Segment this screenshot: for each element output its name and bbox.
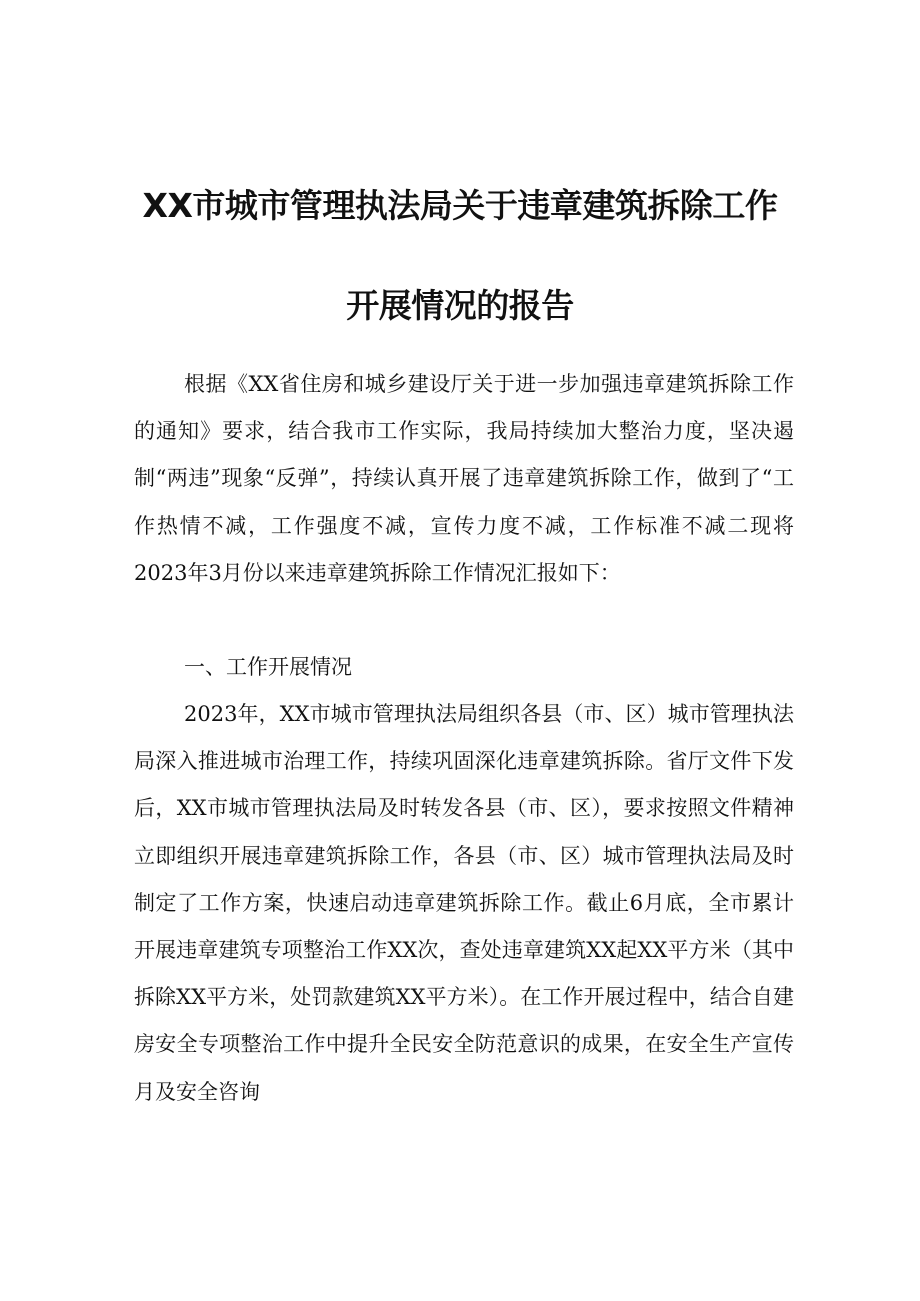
- section-paragraph-text: 2023年，XX市城市管理执法局组织各县（市、区）城市管理执法局深入推进城市治理工作，持续巩固深化违章建筑拆除。省厅文件下发后，XX市城市管理执法局及时转发各县（市、区），要求按照文件精神立即组织开展违章建筑拆除工作，各县（市、区）城市管理执法局及时制定了工作方案，快速启动违章建筑拆除工作。截止6月底，全市累计开展违章建筑专项整治工作XX次，查处违章建筑XX起XX平方米（其中拆除XX平方米，处罚款建筑XX平方米）。在工作开展过程中，结合自建房安全专项整治工作中提升全民安全防范意识的成果，在安全生产宣传月及安全咨询: [134, 702, 794, 1104]
- section-paragraph: [134, 691, 794, 1116]
- document-title-line-2: 开展情况的报告: [346, 286, 574, 325]
- section-heading: [134, 644, 794, 691]
- section-heading-text: 一、工作开展情况: [184, 655, 352, 679]
- document-title-line-1: XX市城市管理执法局关于违章建筑拆除工作: [142, 186, 778, 225]
- intro-paragraph-text: 根据《XX省住房和城乡建设厅关于进一步加强违章建筑拆除工作的通知》要求，结合我市工作实际，我局持续加大整治力度，坚决遏制“两违”现象“反弹”，持续认真开展了违章建筑拆除工作，做到了“工作热情不减，工作强度不减，宣传力度不减，工作标准不减二现将2023年3月份以来违章建筑拆除工作情况汇报如下：: [134, 372, 794, 585]
- intro-paragraph: [134, 361, 794, 597]
